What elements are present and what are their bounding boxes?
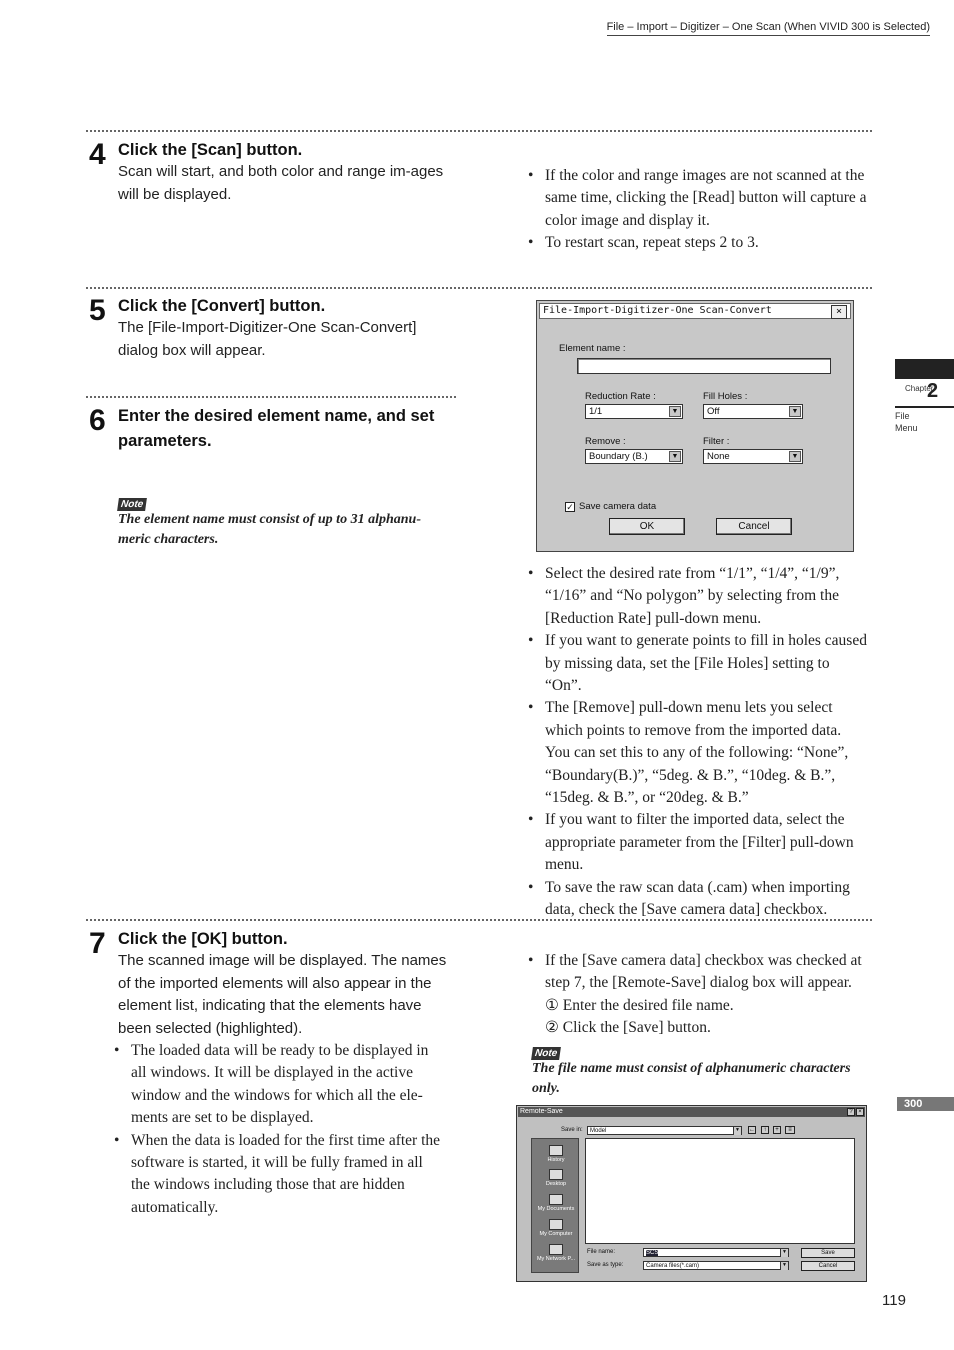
note-text: The element name must consist of up to 31 alphanu-meric characters. xyxy=(118,512,421,547)
folder-icon xyxy=(549,1194,563,1205)
list-item: • The loaded data will be ready to be displayed in all windows. It will be displayed in the active window and the windows for which all the ele-ments are set to be displayed. xyxy=(114,1040,444,1130)
running-header: File – Import – Digitizer – One Scan (When VIVID 300 is Selected) xyxy=(607,21,930,36)
step-number: 4 xyxy=(89,138,105,171)
back-icon[interactable]: ← xyxy=(749,1127,755,1133)
dialog-title-bar xyxy=(539,303,851,319)
place-history[interactable] xyxy=(532,1145,580,1163)
remove-value: Boundary (B.) xyxy=(589,451,648,462)
note-text: The file name must consist of alphanumeric characters only. xyxy=(532,1061,851,1096)
note-icon: Note xyxy=(532,1043,560,1061)
place-my-computer[interactable] xyxy=(532,1219,580,1237)
chapter-section-line1: File xyxy=(895,411,910,421)
fill-holes-select[interactable] xyxy=(703,404,803,419)
file-list[interactable] xyxy=(585,1138,855,1244)
separator xyxy=(86,130,872,132)
element-name-label: Element name : xyxy=(559,343,626,354)
step4-bullets xyxy=(528,165,868,255)
up-folder-icon[interactable]: ↑ xyxy=(761,1126,769,1134)
list-item: • If the color and range images are not scanned at the same time, clicking the [Read] button will capture a color image and display it. xyxy=(528,165,868,232)
cancel-button[interactable]: Cancel xyxy=(801,1261,855,1271)
place-label: My Computer xyxy=(539,1231,573,1237)
computer-icon xyxy=(549,1219,563,1230)
step-body: The scanned image will be displayed. The names of the imported elements will also appear in the element list, indicating that the elements have been selected (highlighted). xyxy=(118,952,447,1037)
reduction-rate-select[interactable] xyxy=(585,404,683,419)
save-camera-label: Save camera data xyxy=(579,501,657,512)
chevron-down-icon[interactable]: ▼ xyxy=(780,1262,788,1270)
list-item: • If you want to filter the imported data, select the appropriate parameter from the [Filter] pull-down menu. xyxy=(528,809,868,876)
step-title: Click the [Convert] button. xyxy=(118,297,326,315)
chevron-down-icon[interactable]: ▼ xyxy=(789,406,801,417)
list-item: • To save the raw scan data (.cam) when importing data, check the [Save camera data] checkbox. xyxy=(528,877,868,922)
step-body: The [File-Import-Digitizer-One Scan-Convert] dialog box will appear. xyxy=(118,319,417,359)
step-number: 6 xyxy=(89,404,105,437)
list-item: • The [Remove] pull-down menu lets you select which points to remove from the imported data. You can set this to any of the following: “None”, “Boundary(B.)”, “5deg. & B.”, “10deg. & B.”, “15deg. & B.”, or “20deg. & B.” xyxy=(528,697,868,809)
save-in-value: Model xyxy=(590,1128,607,1134)
note-icon: Note xyxy=(118,494,146,512)
list-item: • To restart scan, repeat steps 2 to 3. xyxy=(528,232,868,254)
chapter-label: Chapter xyxy=(905,384,934,393)
list-item: • If the [Save camera data] checkbox was checked at step 7, the [Remote-Save] dialog box will appear. xyxy=(528,950,868,995)
file-name-input[interactable] xyxy=(643,1248,789,1257)
places-bar xyxy=(531,1138,579,1273)
dialog-title: Remote-Save xyxy=(520,1108,563,1115)
step-title: Click the [Scan] button. xyxy=(118,141,303,159)
substep-2: ② Click the [Save] button. xyxy=(545,1019,711,1036)
step7-right-bullets xyxy=(528,950,868,995)
place-label: My Documents xyxy=(537,1206,575,1212)
dialog-title-bar xyxy=(518,1107,865,1117)
file-name-value: SCS xyxy=(646,1250,659,1256)
save-type-value: Camera files(*.cam) xyxy=(646,1263,700,1269)
new-folder-icon[interactable]: + xyxy=(773,1126,781,1134)
step-title: Enter the desired element name, and set parameters. xyxy=(118,407,435,450)
save-in-label: Save in: xyxy=(561,1127,583,1133)
save-in-select[interactable] xyxy=(587,1126,742,1135)
chevron-down-icon[interactable]: ▼ xyxy=(669,406,681,417)
place-label: Desktop xyxy=(545,1181,567,1187)
chevron-down-icon[interactable]: ▼ xyxy=(733,1127,741,1135)
remove-label: Remove : xyxy=(585,436,626,447)
chapter-section xyxy=(895,410,918,434)
chevron-down-icon[interactable]: ▼ xyxy=(780,1249,788,1257)
step-number: 7 xyxy=(89,927,105,960)
list-item: • When the data is loaded for the first time after the software is started, it will be fully framed in all the windows including those that are hidden automatically. xyxy=(114,1130,444,1220)
chapter-section-line2: Menu xyxy=(895,423,918,433)
place-my-documents[interactable] xyxy=(532,1194,580,1212)
close-icon[interactable]: × xyxy=(856,1108,864,1116)
place-network[interactable] xyxy=(532,1244,580,1262)
place-desktop[interactable] xyxy=(532,1169,580,1187)
reduction-rate-label: Reduction Rate : xyxy=(585,391,656,402)
remote-save-dialog xyxy=(516,1105,867,1282)
step-title: Click the [OK] button. xyxy=(118,930,288,948)
element-name-input[interactable] xyxy=(577,358,831,374)
filter-select[interactable] xyxy=(703,449,803,464)
network-icon xyxy=(549,1244,563,1255)
history-icon xyxy=(549,1145,563,1156)
substep-1: ① Enter the desired file name. xyxy=(545,997,734,1014)
page-number: 119 xyxy=(882,1292,906,1309)
list-item: • Select the desired rate from “1/1”, “1/4”, “1/9”, “1/16” and “No polygon” by selecting from the [Reduction Rate] pull-down menu. xyxy=(528,563,868,630)
list-item: • If you want to generate points to fill in holes caused by missing data, set the [File Holes] setting to “On”. xyxy=(528,630,868,697)
chapter-tab-bar xyxy=(895,359,954,379)
chevron-down-icon[interactable]: ▼ xyxy=(669,451,681,462)
filter-label: Filter : xyxy=(703,436,730,447)
separator xyxy=(86,396,456,398)
remove-select[interactable] xyxy=(585,449,683,464)
dialog-title: File-Import-Digitizer-One Scan-Convert xyxy=(543,305,772,316)
separator xyxy=(86,287,872,289)
desktop-icon xyxy=(549,1169,563,1180)
fill-holes-label: Fill Holes : xyxy=(703,391,748,402)
help-icon[interactable]: ? xyxy=(847,1108,855,1116)
chevron-down-icon[interactable]: ▼ xyxy=(789,451,801,462)
step-body: Scan will start, and both color and range im-ages will be displayed. xyxy=(118,163,444,203)
save-type-label: Save as type: xyxy=(587,1262,624,1268)
separator xyxy=(86,919,872,921)
model-tag: 300 xyxy=(897,1097,954,1111)
view-menu-icon[interactable]: ≡ xyxy=(785,1126,795,1134)
fill-holes-value: Off xyxy=(707,406,720,417)
save-camera-checkbox[interactable]: ✓ xyxy=(566,502,574,512)
file-name-label: File name: xyxy=(587,1249,616,1255)
close-icon[interactable]: × xyxy=(831,305,847,319)
reduction-rate-value: 1/1 xyxy=(589,406,603,417)
step6-bullets xyxy=(528,563,868,922)
filter-value: None xyxy=(707,451,730,462)
ok-button[interactable]: OK xyxy=(609,518,685,535)
place-label: History xyxy=(547,1157,565,1163)
save-type-select[interactable] xyxy=(643,1261,789,1270)
save-button[interactable]: Save xyxy=(801,1248,855,1258)
convert-dialog xyxy=(536,300,854,552)
chapter-number: 2 xyxy=(927,380,939,402)
place-label: My Network P... xyxy=(536,1256,576,1262)
step-number: 5 xyxy=(89,294,105,327)
cancel-button[interactable]: Cancel xyxy=(716,518,792,535)
chapter-underline xyxy=(895,406,954,408)
step7-left-bullets xyxy=(114,1040,444,1219)
